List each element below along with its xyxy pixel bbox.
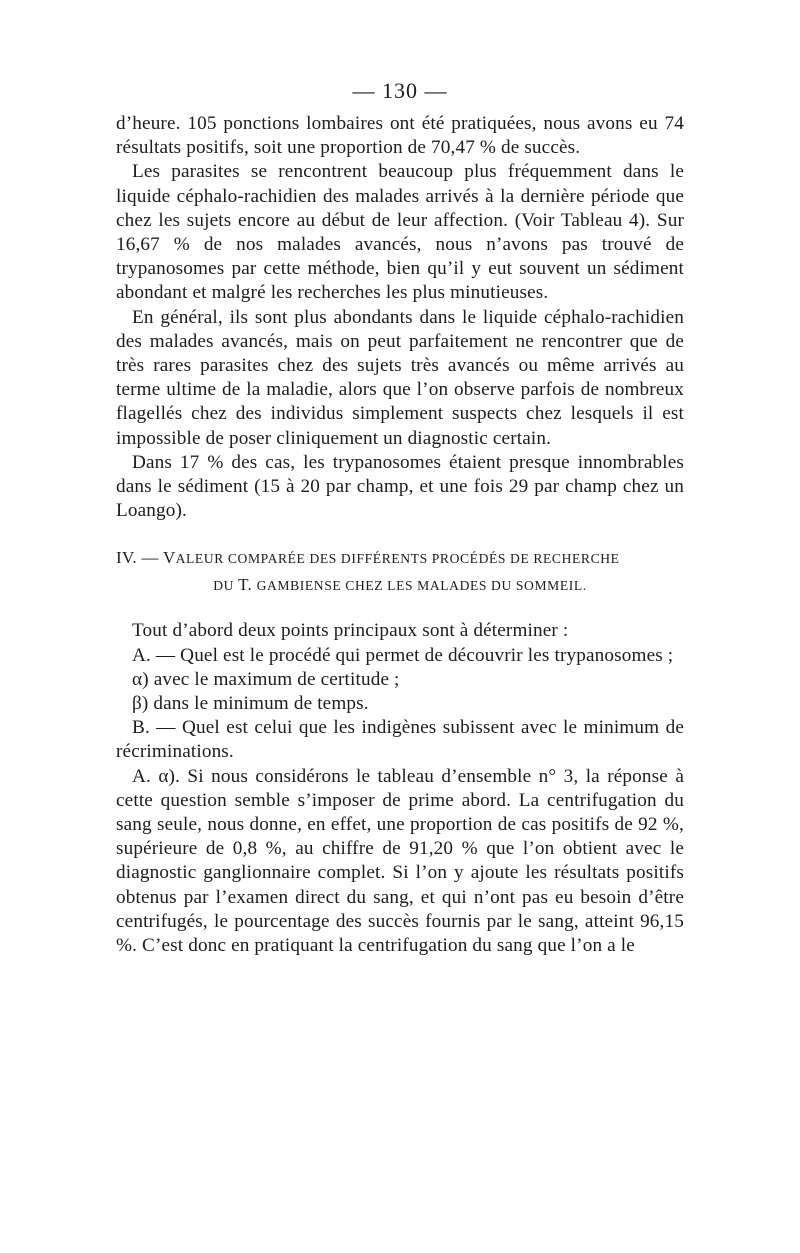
paragraph: Dans 17 % des cas, les trypanosomes étaient presque innombrables dans le sédiment (15 à 20 par champ, et une fois 29 par champ chez un Loango). (116, 451, 684, 522)
paragraph: A. α). Si nous considérons le tableau d’ensemble n° 3, la réponse à cette question semble s’imposer de prime abord. La centrifugation du sang seule, nous donne, en effet, une proportion de cas positifs de 92 %, supérieure de 0,8 %, au chiffre de 91,20 % que l’on obtient avec le diagnostic ganglionnaire complet. Si l’on y ajoute les résultats positifs obtenus par l’examen direct du sang, et qui n’ont pas eu besoin d’être centrifugés, le pourcentage des succès fournis par le sang, atteint 96,15 %. C’est donc en pratiquant la centrifugation du sang que l’on a le (116, 765, 684, 957)
section-title-part: DU (213, 578, 239, 594)
paragraph: Tout d’abord deux points principaux sont à déterminer : (132, 620, 569, 642)
paragraph: En général, ils sont plus abondants dans le liquide céphalo-rachidien des malades avancés, mais on peut parfaitement ne rencontrer que de très rares parasites chez des sujets très avancés ou même arrivés au terme ultime de la maladie, alors que l’on observe parfois de nombreux flagellés chez des individus simplement suspects chez lesquels il est impossible de poser cliniquement un diagnostic certain. (116, 306, 684, 449)
body-text-top (116, 112, 684, 523)
paragraph: A. — Quel est le procédé qui permet de découvrir les trypanosomes ; (132, 644, 674, 666)
species-initial: T. (238, 575, 257, 595)
paragraph: Les parasites se rencontrent beaucoup plus fréquemment dans le liquide céphalo-rachidien des malades arrivés à la dernière période que chez les sujets encore au début de leur affection. (Voir Tableau 4). Sur 16,67 % de nos malades avancés, nous n’avons pas trouvé de trypanosomes par cette méthode, bien qu’il y eut souvent un sédiment abondant et malgré les recherches les plus minutieuses. (116, 161, 684, 304)
paragraph: β) dans le minimum de temps. (132, 693, 369, 715)
section-title-part: GAMBIENSE CHEZ LES MALADES DU SOMMEIL. (256, 578, 587, 594)
paragraph: B. — Quel est celui que les indigènes subissent avec le minimum de récriminations. (116, 717, 684, 763)
section-numeral: IV. — V (116, 548, 176, 568)
section-heading-line-1 (116, 547, 684, 570)
body-text-bottom (116, 619, 684, 958)
section-heading-line-2 (116, 574, 684, 597)
section-heading (116, 547, 684, 597)
paragraph: α) avec le maximum de certitude ; (132, 668, 400, 690)
section-title-part: ALEUR COMPARÉE DES DIFFÉRENTS PROCÉDÉS DE RECHERCHE (175, 551, 620, 567)
page-number: — 130 — (352, 78, 448, 103)
book-page (116, 76, 684, 958)
paragraph: d’heure. 105 ponctions lombaires ont été pratiquées, nous avons eu 74 résultats positifs, soit une proportion de 70,47 % de succès. (116, 113, 684, 159)
